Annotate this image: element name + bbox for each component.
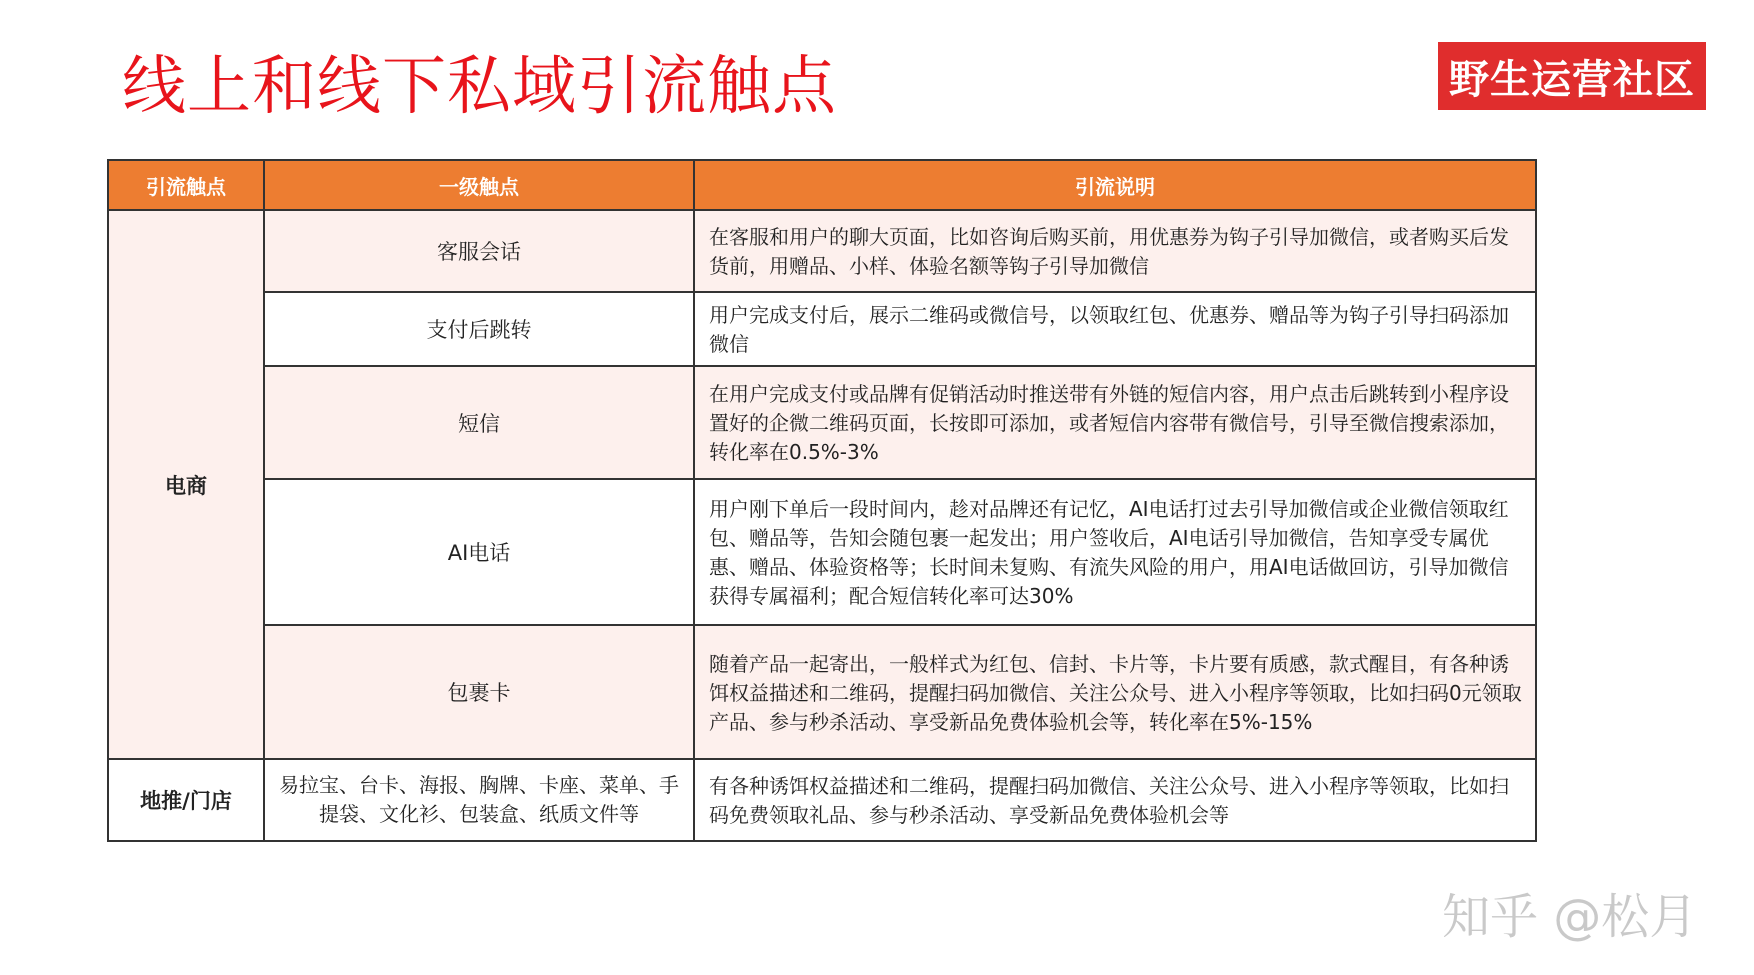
touchpoint-cell: 客服会话	[264, 210, 694, 292]
category-offline-store: 地推/门店	[108, 759, 264, 841]
touchpoint-cell: 包裹卡	[264, 625, 694, 759]
table-row	[108, 210, 1536, 292]
table-row	[108, 625, 1536, 759]
header-description: 引流说明	[694, 160, 1536, 210]
description-cell: 用户完成支付后，展示二维码或微信号，以领取红包、优惠券、赠品等为钩子引导扫码添加微信	[694, 292, 1536, 366]
brand-logo: 野生运营社区	[1438, 42, 1706, 110]
table-row	[108, 759, 1536, 841]
watermark: 知乎 @松月	[1442, 889, 1698, 945]
table-row	[108, 479, 1536, 625]
description-cell: 在客服和用户的聊大页面，比如咨询后购买前，用优惠券为钩子引导加微信，或者购买后发货前，用赠品、小样、体验名额等钩子引导加微信	[694, 210, 1536, 292]
page-title: 线上和线下私域引流触点	[122, 50, 837, 124]
category-ecommerce: 电商	[108, 210, 264, 759]
description-cell: 有各种诱饵权益描述和二维码，提醒扫码加微信、关注公众号、进入小程序等领取，比如扫码免费领取礼品、参与秒杀活动、享受新品免费体验机会等	[694, 759, 1536, 841]
description-cell: 用户刚下单后一段时间内，趁对品牌还有记忆，AI电话打过去引导加微信或企业微信领取红包、赠品等，告知会随包裹一起发出；用户签收后，AI电话引导加微信，告知享受专属优惠、赠品、体验资格等；长时间未复购、有流失风险的用户，用AI电话做回访，引导加微信获得专属福利；配合短信转化率可达30%	[694, 479, 1536, 625]
description-cell: 随着产品一起寄出，一般样式为红包、信封、卡片等，卡片要有质感，款式醒目，有各种诱饵权益描述和二维码，提醒扫码加微信、关注公众号、进入小程序等领取，比如扫码0元领取产品、参与秒杀活动、享受新品免费体验机会等，转化率在5%-15%	[694, 625, 1536, 759]
touchpoint-cell: 短信	[264, 366, 694, 479]
touchpoint-cell: AI电话	[264, 479, 694, 625]
header-category: 引流触点	[108, 160, 264, 210]
table-row	[108, 366, 1536, 479]
header-level1-touchpoint: 一级触点	[264, 160, 694, 210]
touchpoint-cell: 支付后跳转	[264, 292, 694, 366]
touchpoint-table	[107, 159, 1535, 842]
table-header-row	[108, 160, 1536, 210]
table-row	[108, 292, 1536, 366]
description-cell: 在用户完成支付或品牌有促销活动时推送带有外链的短信内容，用户点击后跳转到小程序设置好的企微二维码页面，长按即可添加，或者短信内容带有微信号，引导至微信搜索添加，转化率在0.5%-3%	[694, 366, 1536, 479]
touchpoint-cell: 易拉宝、台卡、海报、胸牌、卡座、菜单、手提袋、文化衫、包装盒、纸质文件等	[264, 759, 694, 841]
